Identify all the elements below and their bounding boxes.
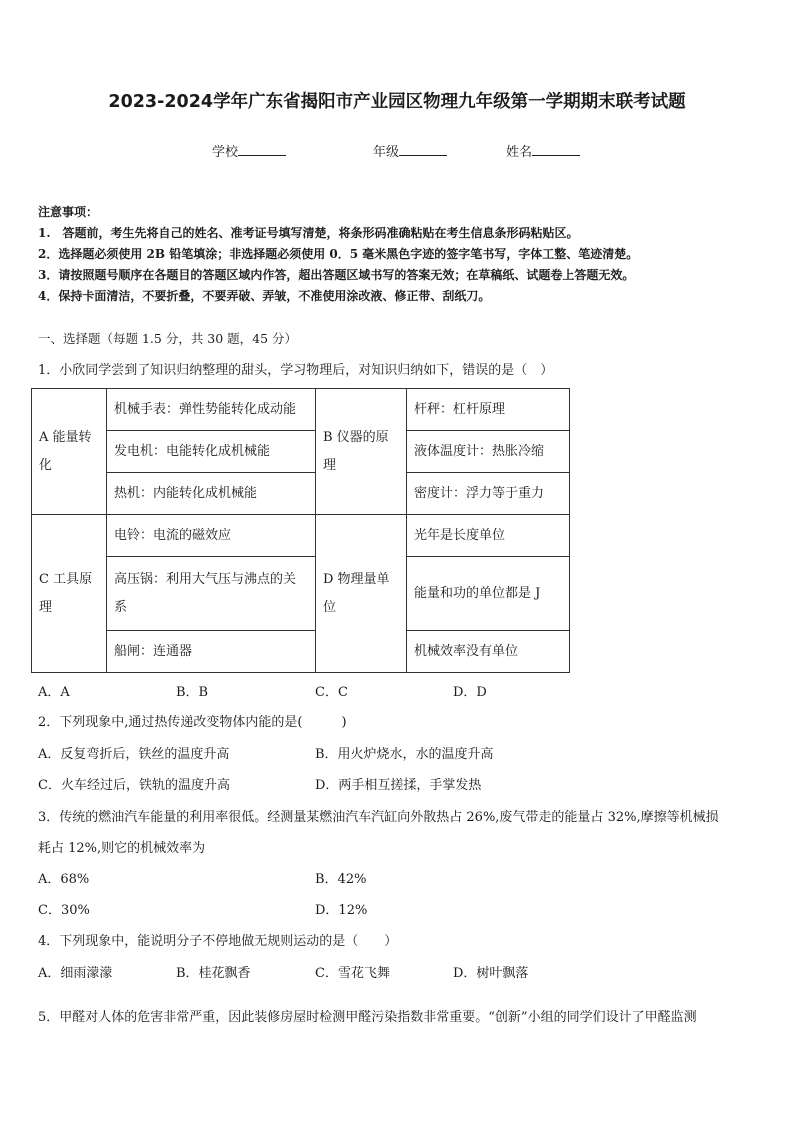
q1-option-c: C．C <box>315 685 348 700</box>
q4-option-d: D．树叶飘落 <box>453 966 529 981</box>
note-item: 2．选择题必须使用 2B 铅笔填涂；非选择题必须使用 0．5 毫米黑色字迹的签字笔书写，字体工整、笔迹清楚。 <box>38 247 639 261</box>
cell-b-item: 液体温度计：热胀冷缩 <box>407 431 570 473</box>
page-title: 2023-2024学年广东省揭阳市产业园区物理九年级第一学期期末联考试题 <box>108 92 686 112</box>
grade-blank <box>399 143 447 156</box>
question-5-stem: 5．甲醛对人体的危害非常严重，因此装修房屋时检测甲醛污染指数非常重要。“创新”小组的同学们设计了甲醛监测 <box>38 1010 697 1025</box>
cell-d-item: 光年是长度单位 <box>407 515 570 557</box>
question-1-stem: 1．小欣同学尝到了知识归纳整理的甜头，学习物理后，对知识归纳如下，错误的是（ ） <box>38 363 554 378</box>
cell-a-item: 发电机：电能转化成机械能 <box>107 431 316 473</box>
cell-a-item: 热机：内能转化成机械能 <box>107 473 316 515</box>
cell-d-label: D 物理量单位 <box>316 515 407 673</box>
q3-option-d: D．12% <box>315 903 368 918</box>
q1-option-d: D．D <box>453 685 487 700</box>
cell-c-item: 高压锅：利用大气压与沸点的关系 <box>107 557 316 631</box>
question-2-stem: 2．下列现象中,通过热传递改变物体内能的是( ) <box>38 715 347 730</box>
q4-option-b: B．桂花飘香 <box>176 966 251 981</box>
q4-option-c: C．雪花飞舞 <box>315 966 390 981</box>
cell-c-item: 船闸：连通器 <box>107 631 316 673</box>
note-item: 4．保持卡面清洁，不要折叠，不要弄破、弄皱，不准使用涂改液、修正带、刮纸刀。 <box>38 289 491 303</box>
q2-option-d: D．两手相互搓揉，手掌发热 <box>315 778 482 793</box>
cell-c-item: 电铃：电流的磁效应 <box>107 515 316 557</box>
cell-d-item: 能量和功的单位都是 J <box>407 557 570 631</box>
cell-a-item: 机械手表：弹性势能转化成动能 <box>107 389 316 431</box>
grade-field <box>373 141 447 160</box>
question-3-stem-cont: 耗占 12%,则它的机械效率为 <box>38 841 206 856</box>
q2-option-c: C．火车经过后，铁轨的温度升高 <box>38 778 230 793</box>
q2-option-a: A．反复弯折后，铁丝的温度升高 <box>38 747 230 762</box>
question-4-stem: 4．下列现象中，能说明分子不停地做无规则运动的是（ ） <box>38 934 398 949</box>
grade-label: 年级 <box>373 145 400 160</box>
note-item: 3．请按照题号顺序在各题目的答题区域内作答，超出答题区域书写的答案无效；在草稿纸、试题卷上答题无效。 <box>38 268 635 282</box>
name-blank <box>532 143 580 156</box>
school-label: 学校 <box>212 145 239 160</box>
name-field <box>506 141 580 160</box>
cell-b-item: 密度计：浮力等于重力 <box>407 473 570 515</box>
q3-option-a: A．68% <box>38 872 90 887</box>
question-3-stem: 3．传统的燃油汽车能量的利用率很低。经测量某燃油汽车汽缸向外散热占 26%,废气带走的能量占 32%,摩擦等机械损 <box>38 810 719 825</box>
cell-b-label: B 仪器的原理 <box>316 389 407 515</box>
name-label: 姓名 <box>506 145 533 160</box>
cell-b-item: 杆秤：杠杆原理 <box>407 389 570 431</box>
q1-option-b: B．B <box>176 685 209 700</box>
school-field <box>212 141 286 160</box>
q3-option-b: B．42% <box>315 872 367 887</box>
q3-option-c: C．30% <box>38 903 90 918</box>
q1-option-a: A．A <box>38 685 70 700</box>
notes-heading: 注意事项： <box>38 205 99 219</box>
section-heading: 一、选择题（每题 1.5 分，共 30 题，45 分） <box>38 331 298 346</box>
note-item: 1. 答题前，考生先将自己的姓名、准考证号填写清楚，将条形码准确粘贴在考生信息条形码粘贴区。 <box>38 226 579 240</box>
cell-c-label: C 工具原理 <box>32 515 107 673</box>
q2-option-b: B．用火炉烧水，水的温度升高 <box>315 747 494 762</box>
cell-a-label: A 能量转化 <box>32 389 107 515</box>
knowledge-table <box>31 388 570 673</box>
cell-d-item: 机械效率没有单位 <box>407 631 570 673</box>
q4-option-a: A．细雨濛濛 <box>38 966 113 981</box>
school-blank <box>238 143 286 156</box>
